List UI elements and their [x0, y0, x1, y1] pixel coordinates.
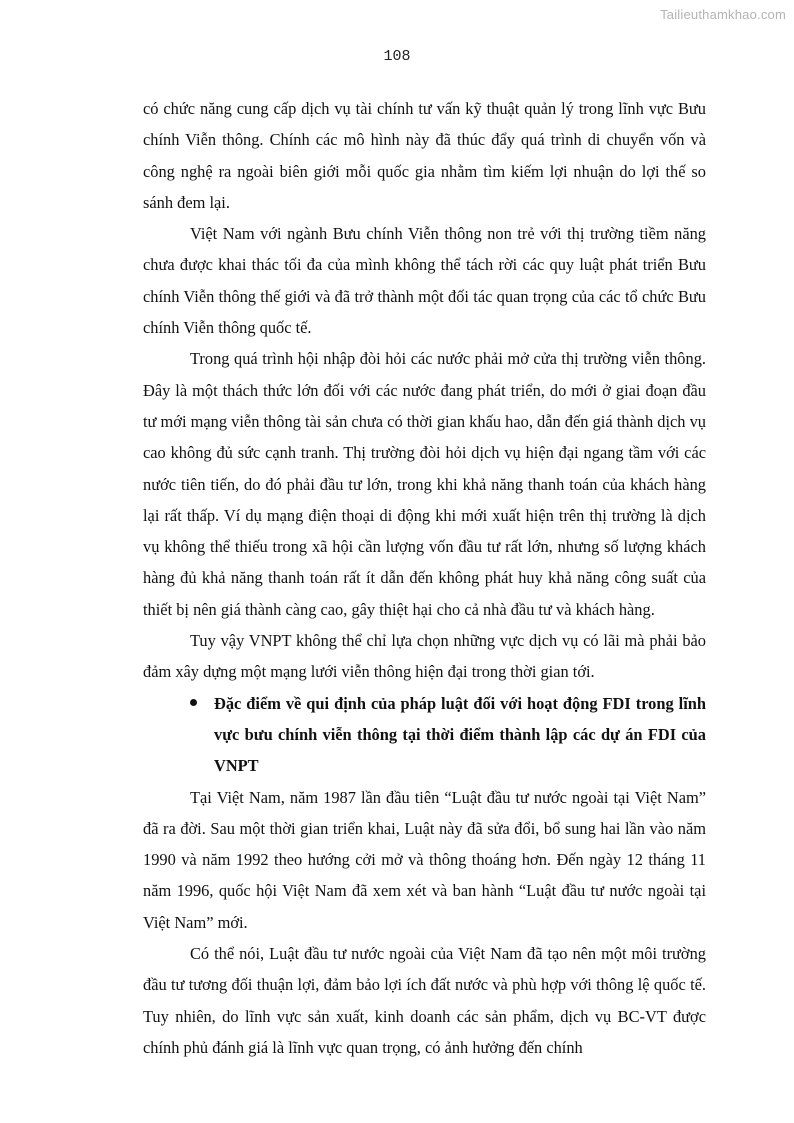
paragraph: Tuy vậy VNPT không thể chỉ lựa chọn những vực dịch vụ có lãi mà phải bảo đảm xây dựng một mạng lưới viễn thông hiện đại trong thời gian tới. [143, 631, 706, 682]
paragraph: Tại Việt Nam, năm 1987 lần đầu tiên “Luật đầu tư nước ngoài tại Việt Nam” đã ra đời. Sau một thời gian triển khai, Luật này đã sửa đổi, bổ sung hai lần vào năm 1990 và năm 1992 theo hướng cởi mở và thông thoáng hơn. Đến ngày 12 tháng 11 năm 1996, quốc hội Việt Nam đã xem xét và ban hành “Luật đầu tư nước ngoài tại Việt Nam” mới. [143, 787, 706, 932]
page-number: 108 [383, 48, 411, 65]
bullet-dot-icon [190, 699, 197, 706]
paragraph: Có thể nói, Luật đầu tư nước ngoài của Việt Nam đã tạo nên một môi trường đầu tư tương đối thuận lợi, đảm bảo lợi ích đất nước và phù hợp với thông lệ quốc tế. Tuy nhiên, do lĩnh vực sản xuất, kinh doanh các sản phẩm, dịch vụ BC-VT được chính phủ đánh giá là lĩnh vực quan trọng, có ảnh hưởng đến chính [143, 944, 706, 1057]
paragraph-continuation: có chức năng cung cấp dịch vụ tài chính tư vấn kỹ thuật quản lý trong lĩnh vực Bưu chính Viễn thông. Chính các mô hình này đã thúc đẩy quá trình di chuyển vốn và công nghệ ra ngoài biên giới mỗi quốc gia nhằm tìm kiếm lợi nhuận do lợi thế so sánh đem lại. [143, 99, 706, 212]
paragraph: Trong quá trình hội nhập đòi hỏi các nước phải mở cửa thị trường viễn thông. Đây là một thách thức lớn đối với các nước đang phát triển, do mới ở giai đoạn đầu tư mới mạng viễn thông tài sản chưa có thời gian khấu hao, dẫn đến giá thành dịch vụ cao không đủ sức cạnh tranh. Thị trường đòi hỏi dịch vụ hiện đại ngang tầm với các nước tiên tiến, do đó phải đầu tư lớn, trong khi khả năng thanh toán của khách hàng lại rất thấp. Ví dụ mạng điện thoại di động khi mới xuất hiện trên thị trường là dịch vụ không thể thiếu trong xã hội cần lượng vốn đầu tư rất lớn, nhưng số lượng khách hàng đủ khả năng thanh toán rất ít dẫn đến không phát huy khả năng công suất của thiết bị nên giá thành càng cao, gây thiệt hại cho cả nhà đầu tư và khách hàng. [143, 349, 706, 619]
bullet-heading: Đặc điểm về qui định của pháp luật đối với hoạt động FDI trong lĩnh vực bưu chính viễn thông tại thời điểm thành lập các dự án FDI của VNPT [214, 693, 706, 776]
watermark-text: Tailieuthamkhao.com [660, 7, 786, 22]
document-body [143, 93, 706, 1063]
bullet-heading-block [143, 688, 706, 782]
paragraph: Việt Nam với ngành Bưu chính Viễn thông non trẻ với thị trường tiềm năng chưa được khai thác tối đa của mình không thể tách rời các quy luật phát triển Bưu chính Viễn thông thế giới và đã trở thành một đối tác quan trọng của các tổ chức Bưu chính Viễn thông quốc tế. [143, 224, 706, 338]
